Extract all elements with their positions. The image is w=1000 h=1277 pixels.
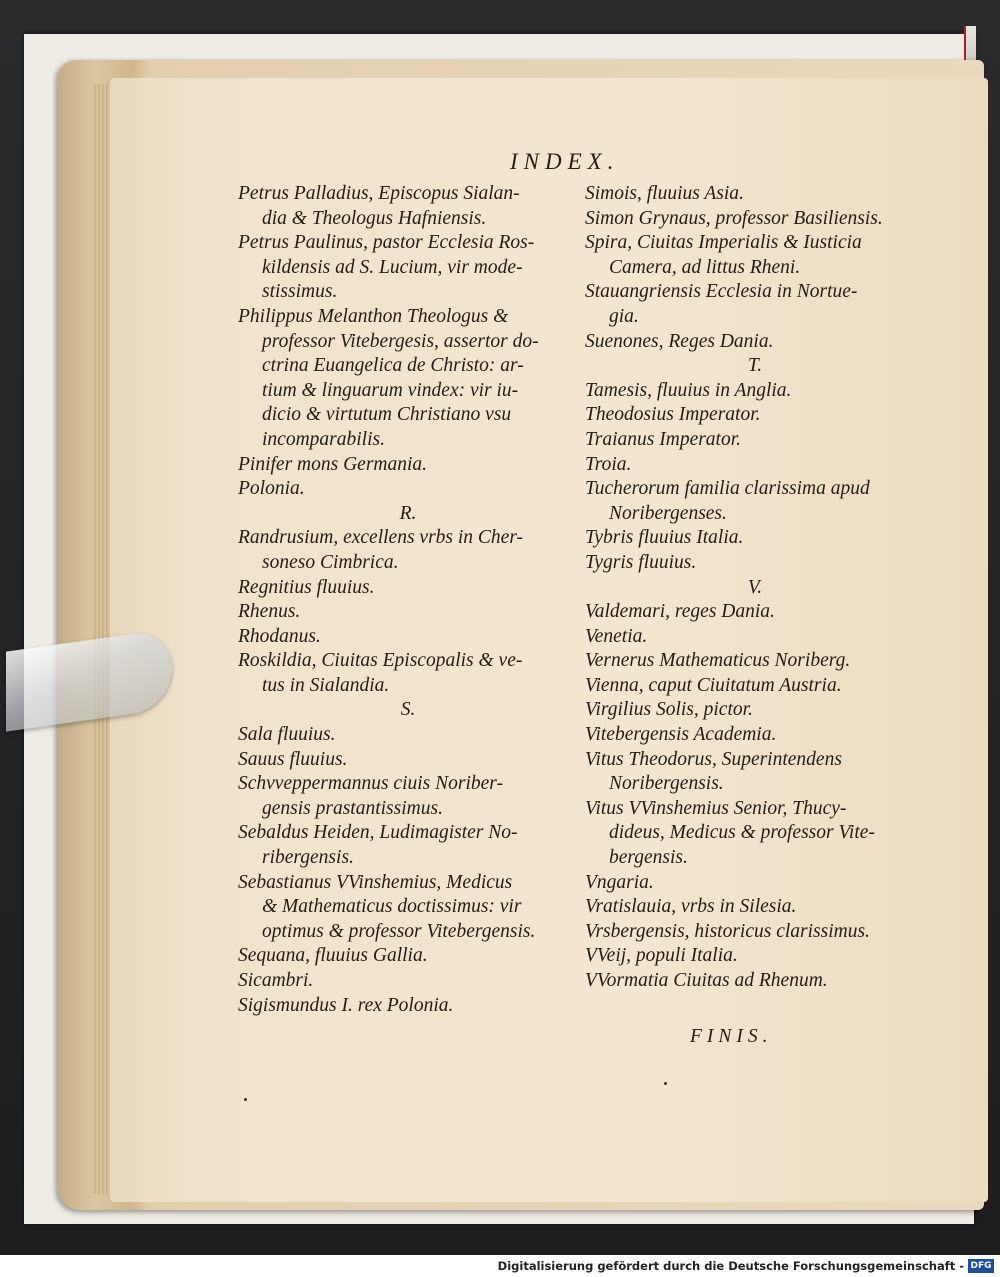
finis-text: FINIS.	[690, 1026, 773, 1047]
index-entry-line: Camera, ad littus Rheni.	[609, 256, 801, 278]
index-entry-line: Noribergenses.	[609, 502, 727, 524]
index-entry-line: Sequana, fluuius Gallia.	[238, 945, 428, 967]
index-entry-line: tium & linguarum vindex: vir iu-	[262, 379, 519, 401]
dfg-logo-icon[interactable]: DFG	[968, 1259, 994, 1273]
index-entry-line: Schvveppermannus ciuis Noriber-	[238, 773, 503, 795]
index-entry	[585, 674, 925, 699]
index-entry-line: Roskildia, Ciuitas Episcopalis & ve-	[238, 650, 523, 672]
index-entry-line: soneso Cimbrica.	[262, 551, 399, 573]
index-entry	[585, 403, 925, 428]
ink-speck	[244, 1098, 247, 1101]
index-entry	[238, 723, 578, 748]
section-letter: T.	[747, 355, 763, 377]
section-letter: V.	[747, 576, 763, 598]
index-entry	[585, 379, 925, 404]
index-entry-line: professor Vitebergesis, assertor do-	[262, 330, 539, 352]
index-entry	[585, 969, 925, 994]
funding-notice: Digitalisierung gefördert durch die Deutsche Forschungsgemeinschaft -	[497, 1259, 964, 1273]
index-entry	[238, 625, 578, 650]
index-entry-line: bergensis.	[609, 847, 688, 869]
section-letter: S.	[400, 699, 416, 721]
index-entry-line: Tamesis, fluuius in Anglia.	[585, 379, 792, 401]
index-column-left	[238, 182, 578, 1018]
index-entry	[585, 797, 925, 871]
footer-bar	[0, 1255, 1000, 1277]
index-entry-line: Tybris fluuius Italia.	[585, 527, 744, 549]
index-entry-line: Pinifer mons Germania.	[238, 453, 428, 475]
index-entry	[585, 477, 925, 526]
index-entry-line: VVormatia Ciuitas ad Rhenum.	[585, 970, 828, 991]
index-entry	[238, 477, 578, 502]
index-entry	[585, 649, 925, 674]
index-entry-line: ribergensis.	[262, 847, 354, 869]
index-entry	[238, 182, 578, 231]
index-entry	[585, 600, 925, 625]
index-entry	[238, 600, 578, 625]
index-entry	[238, 231, 578, 305]
index-entry-line: tus in Sialandia.	[262, 674, 390, 696]
ink-speck	[664, 1082, 667, 1085]
index-entry	[238, 944, 578, 969]
index-entry-line: Sicambri.	[238, 970, 314, 991]
index-entry-line: stissimus.	[262, 281, 338, 303]
page-header: INDEX.	[510, 149, 620, 174]
index-entry-line: Vrsbergensis, historicus clarissimus.	[585, 920, 870, 942]
index-entry	[585, 625, 925, 650]
index-entry-line: Sala fluuius.	[238, 724, 336, 746]
index-entry-line: Vngaria.	[585, 871, 654, 893]
index-entry-line: Tygris fluuius.	[585, 551, 697, 573]
index-entry	[585, 944, 925, 969]
index-entry-line: Regnitius fluuius.	[238, 576, 375, 598]
index-entry-line: VVeij, populi Italia.	[585, 945, 738, 967]
index-entry-line: Randrusium, excellens vrbs in Cher-	[238, 527, 524, 549]
index-entry	[585, 920, 925, 945]
index-entry-line: kildensis ad S. Lucium, vir mode-	[262, 256, 523, 278]
index-entry-line: gensis prastantissimus.	[262, 797, 443, 819]
index-entry-line: Rhodanus.	[238, 625, 321, 647]
index-entry	[585, 207, 925, 232]
index-entry	[585, 453, 925, 478]
index-entry	[238, 994, 578, 1019]
index-entry	[238, 526, 578, 575]
index-entry-line: incomparabilis.	[262, 428, 385, 450]
index-entry-line: dia & Theologus Hafniensis.	[262, 207, 487, 229]
index-entry-line: ctrina Euangelica de Christo: ar-	[262, 355, 524, 377]
index-entry	[585, 723, 925, 748]
index-entry	[585, 182, 925, 207]
index-entry	[585, 280, 925, 329]
index-entry-line: Simon Grynaus, professor Basiliensis.	[585, 207, 883, 229]
index-entry	[585, 551, 925, 576]
index-entry-line: Spira, Ciuitas Imperialis & Iusticia	[585, 232, 862, 254]
index-entry	[238, 969, 578, 994]
index-entry	[585, 526, 925, 551]
index-entry-line: Suenones, Reges Dania.	[585, 330, 774, 352]
index-entry	[585, 748, 925, 797]
index-entry	[585, 895, 925, 920]
index-entry	[585, 428, 925, 453]
index-entry-line: gia.	[609, 305, 639, 327]
index-entry	[238, 305, 578, 453]
index-entry	[585, 330, 925, 355]
index-entry-line: Venetia.	[585, 625, 648, 647]
index-entry	[238, 453, 578, 478]
index-entry-line: Sebaldus Heiden, Ludimagister No-	[238, 822, 518, 844]
index-entry-line: Tucherorum familia clarissima apud	[585, 478, 870, 500]
index-entry-line: Vienna, caput Ciuitatum Austria.	[585, 674, 842, 696]
index-entry	[238, 649, 578, 698]
index-entry-line: Stauangriensis Ecclesia in Nortue-	[585, 281, 858, 303]
index-entry-line: Theodosius Imperator.	[585, 404, 761, 426]
index-entry-line: Vitus Theodorus, Superintendens	[585, 748, 842, 770]
index-entry-line: Traianus Imperator.	[585, 428, 742, 450]
index-entry-line: Petrus Paulinus, pastor Ecclesia Ros-	[238, 232, 535, 254]
index-entry-line: & Mathematicus doctissimus: vir	[262, 896, 522, 918]
index-entry	[238, 576, 578, 601]
index-entry-line: Polonia.	[238, 478, 305, 500]
index-entry	[238, 871, 578, 945]
index-entry	[238, 821, 578, 870]
index-entry-line: Rhenus.	[238, 601, 301, 623]
index-entry-line: Sigismundus I. rex Polonia.	[238, 994, 454, 1016]
index-entry-line: Troia.	[585, 453, 632, 475]
index-entry	[585, 698, 925, 723]
index-entry	[585, 231, 925, 280]
index-entry-line: Noribergensis.	[609, 773, 724, 795]
index-entry-line: Sauus fluuius.	[238, 748, 348, 770]
index-entry-line: Petrus Palladius, Episcopus Sialan-	[238, 183, 520, 204]
index-entry-line: dicio & virtutum Christiano vsu	[262, 404, 512, 426]
index-column-right	[585, 182, 925, 994]
index-entry	[238, 772, 578, 821]
index-entry-line: Sebastianus VVinshemius, Medicus	[238, 871, 513, 893]
index-entry	[238, 748, 578, 773]
index-entry-line: Simois, fluuius Asia.	[585, 183, 744, 204]
index-entry-line: Vratislauia, vrbs in Silesia.	[585, 896, 797, 918]
index-entry-line: Vitebergensis Academia.	[585, 724, 777, 746]
bleed-through-text	[564, 34, 570, 60]
index-entry-line: Vernerus Mathematicus Noriberg.	[585, 650, 851, 672]
index-entry-line: dideus, Medicus & professor Vite-	[609, 822, 875, 844]
index-entry-line: Philippus Melanthon Theologus &	[238, 305, 509, 327]
section-letter: R.	[399, 502, 417, 524]
index-entry-line: optimus & professor Vitebergensis.	[262, 920, 536, 942]
index-entry-line: Virgilius Solis, pictor.	[585, 699, 753, 721]
index-entry	[585, 871, 925, 896]
index-entry-line: Valdemari, reges Dania.	[585, 601, 775, 623]
index-entry-line: Vitus VVinshemius Senior, Thucy-	[585, 797, 847, 819]
